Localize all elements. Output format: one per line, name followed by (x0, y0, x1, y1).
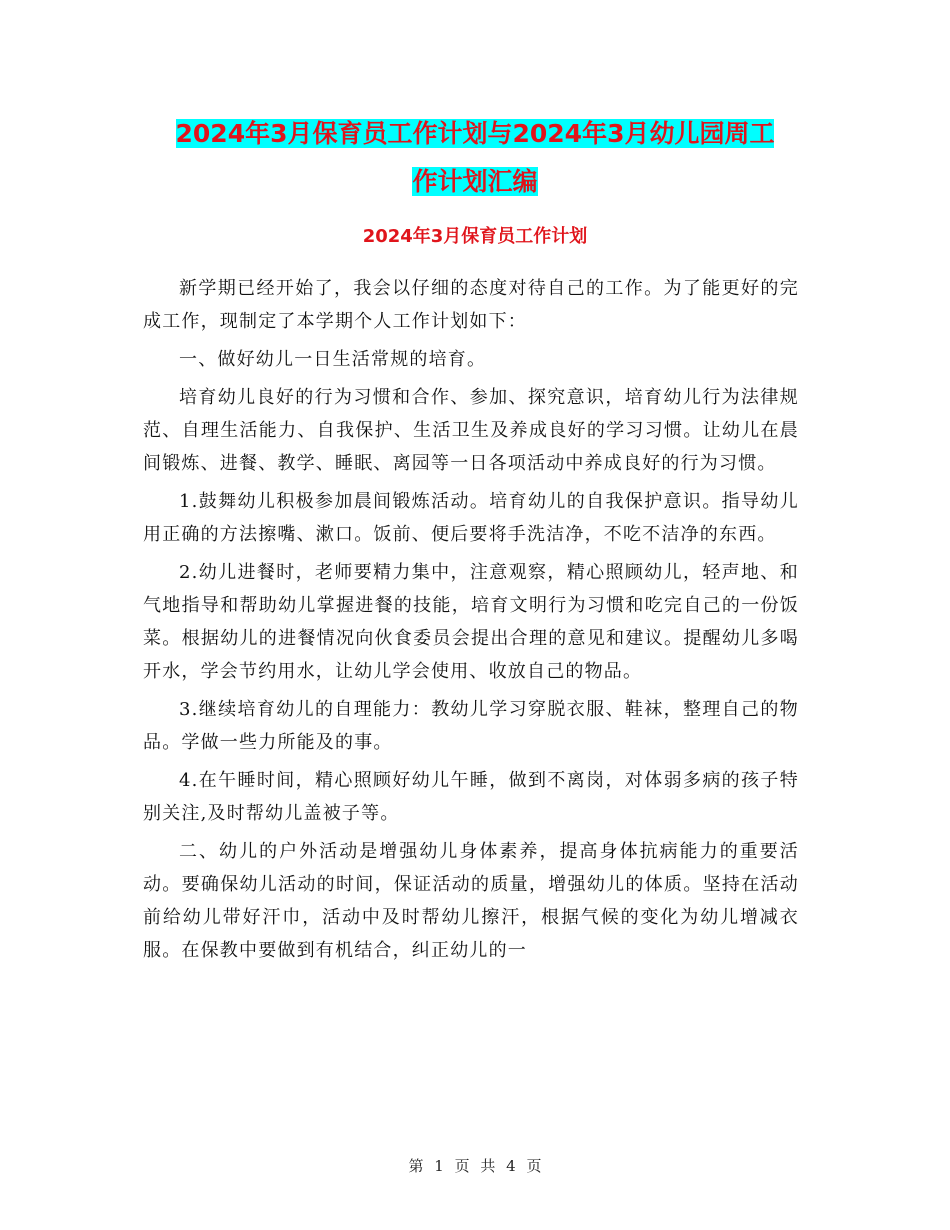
document-title-line1: 2024年3月保育员工作计划与2024年3月幼儿园周工 (175, 119, 775, 148)
paragraph-item-2: 2.幼儿进餐时，老师要精力集中，注意观察，精心照顾幼儿，轻声地、和气地指导和帮助幼儿掌握进餐的技能，培育文明行为习惯和吃完自己的一份饭菜。根据幼儿的进餐情况向伙食委员会提出合理的意见和建议。提醒幼儿多喝开水，学会节约用水，让幼儿学会使用、收放自己的物品。 (143, 562, 799, 682)
paragraph-heading-1: 一、做好幼儿一日生活常规的培育。 (179, 349, 487, 370)
paragraph-item-4: 4.在午睡时间，精心照顾好幼儿午睡，做到不离岗，对体弱多病的孩子特别关注,及时帮幼儿盖被子等。 (143, 770, 799, 824)
paragraph-intro: 新学期已经开始了，我会以仔细的态度对待自己的工作。为了能更好的完成工作，现制定了本学期个人工作计划如下： (143, 278, 799, 332)
paragraph-item-1: 1.鼓舞幼儿积极参加晨间锻炼活动。培育幼儿的自我保护意识。指导幼儿用正确的方法擦嘴、漱口。饭前、便后要将手洗洁净，不吃不洁净的东西。 (143, 491, 799, 545)
document-title-line2: 作计划汇编 (412, 167, 538, 196)
paragraph-habits: 培育幼儿良好的行为习惯和合作、参加、探究意识，培育幼儿行为法律规范、自理生活能力、自我保护、生活卫生及养成良好的学习习惯。让幼儿在晨间锻炼、进餐、教学、睡眠、离园等一日各项活动中养成良好的行为习惯。 (143, 387, 799, 474)
page-footer: 第 1 页 共 4 页 (408, 1157, 542, 1175)
document-title (0, 110, 950, 206)
section-title: 2024年3月保育员工作计划 (362, 226, 588, 247)
paragraph-heading-2: 二、幼儿的户外活动是增强幼儿身体素养，提高身体抗病能力的重要活动。要确保幼儿活动的时间，保证活动的质量，增强幼儿的体质。坚持在活动前给幼儿带好汗巾，活动中及时帮幼儿擦汗，根据气候的变化为幼儿增减衣服。在保教中要做到有机结合，纠正幼儿的一 (143, 841, 799, 961)
document-body (143, 272, 799, 972)
paragraph-item-3: 3.继续培育幼儿的自理能力：教幼儿学习穿脱衣服、鞋袜，整理自己的物品。学做一些力所能及的事。 (143, 699, 799, 753)
